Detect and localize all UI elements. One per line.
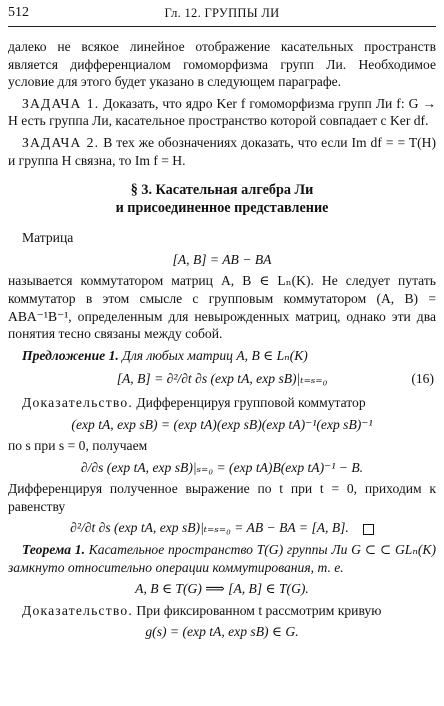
task-2-text: В тех же обозначениях доказать, что если Im df = = T(H) и группа H связна, то Im f = H.: [8, 134, 436, 168]
matrix-word: Матрица: [22, 230, 74, 246]
running-header: [8, 5, 436, 27]
theorem-label: Теорема 1.: [22, 542, 86, 558]
section-heading-line-1: § 3. Касательная алгебра Ли: [130, 182, 314, 199]
theorem-1: [8, 541, 436, 576]
header-rule: [8, 26, 436, 27]
task-2: [8, 134, 436, 169]
equation-curve: g(s) = (exp tA, exp sB) ∈ G.: [145, 624, 299, 640]
proposition-label: Предложение 1.: [22, 347, 119, 363]
proposition-1: [8, 347, 436, 365]
theorem-text: Касательное пространство T(G) группы Ли G ⊂ ⊂ GLₙ(K) замкнуто относительно операции коммутирования, т. е.: [8, 542, 436, 575]
equation-16-body: [A, B] = ∂²/∂t ∂s (exp tA, exp sB)|ₜ₌ₛ₌₀: [116, 371, 328, 387]
proof-2: [8, 602, 436, 620]
qed-box-icon: [363, 524, 374, 535]
paragraph-by-s: по s при s = 0, получаем: [8, 438, 148, 454]
proposition-text: Для любых матриц A, B ∈ Lₙ(K): [118, 347, 308, 363]
paragraph-continuation: далеко не всякое линейное отображение касательных пространств является дифференциалом гомоморфизма групп Ли. Необходимое условие для этого будет указано в следующем параграфе.: [8, 39, 436, 90]
equation-number-16: (16): [411, 371, 434, 387]
running-title: Гл. 12. ГРУППЫ ЛИ: [164, 6, 280, 20]
equation-second-partial: [8, 519, 436, 537]
paragraph-diff-t: Дифференцируя полученное выражение по t при t = 0, приходим к равенству: [8, 481, 436, 514]
paragraph-commutator-definition: называется коммутатором матриц A, B ∈ Lₙ(K). Не следует путать коммутатор в этом смысле с групповым коммутатором (A, B) = ABA⁻¹B⁻¹, определенным для невырожденных матриц, однако эти два понятия тесно связаны между собой.: [8, 273, 436, 342]
proof-2-label: Доказательство.: [22, 602, 134, 618]
section-heading-line-2: и присоединенное представление: [115, 200, 329, 217]
equation-second-partial-body: ∂²/∂t ∂s (exp tA, exp sB)|ₜ₌ₛ₌₀ = AB − BA = [A, B].: [70, 520, 349, 536]
equation-16: [8, 370, 436, 388]
equation-partial-s: ∂/∂s (exp tA, exp sB)|ₛ₌₀ = (exp tA)B(exp tA)⁻¹ − B.: [80, 459, 364, 475]
task-1-label: ЗАДАЧА 1.: [22, 95, 100, 111]
proof-1: [8, 394, 436, 412]
equation-group-commutator: (exp tA, exp sB) = (exp tA)(exp sB)(exp tA)⁻¹(exp sB)⁻¹: [71, 416, 373, 432]
page-number: 512: [8, 5, 29, 20]
equation-theorem: A, B ∈ T(G) ⟹ [A, B] ∈ T(G).: [135, 581, 309, 597]
task-2-label: ЗАДАЧА 2.: [22, 134, 100, 150]
task-1-text: Доказать, что ядро Ker f гомоморфизма групп Ли f: G → H есть группа Ли, касательное пространство которой совпадает с Ker df.: [8, 95, 436, 129]
proof-1-label: Доказательство.: [22, 394, 134, 410]
proof-2-text: При фиксированном t рассмотрим кривую: [133, 602, 382, 618]
task-1: [8, 95, 436, 130]
proof-1-text: Дифференцируя групповой коммутатор: [133, 394, 366, 410]
section-heading: [8, 181, 436, 217]
page-body: [8, 38, 436, 645]
equation-commutator: [A, B] = AB − BA: [172, 251, 272, 267]
